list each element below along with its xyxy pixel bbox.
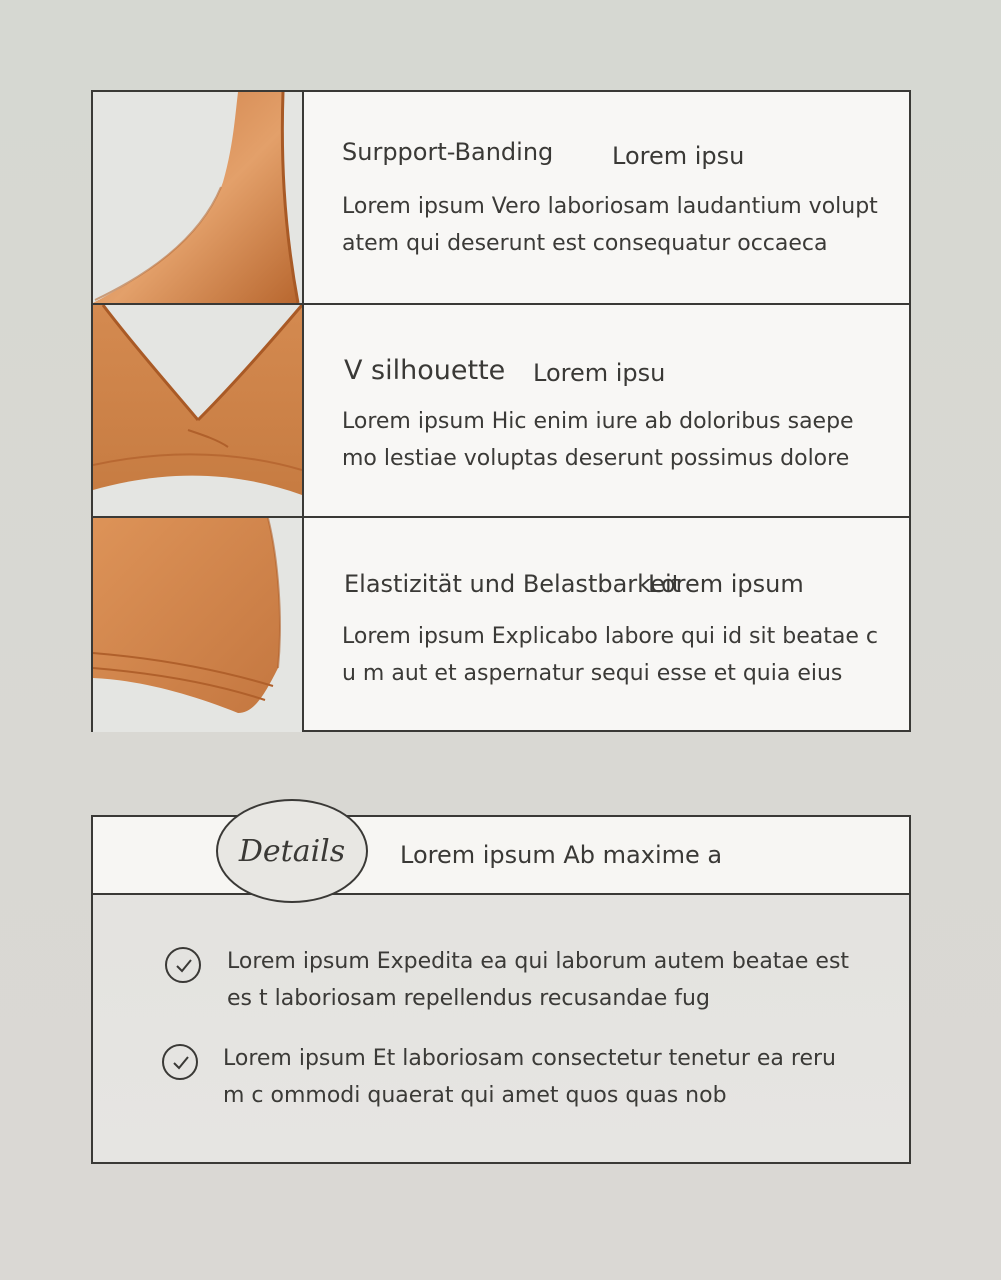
list-item-text: Lorem ipsum Et laboriosam consectetur tenetur ea rerum c ommodi quaerat qui amet quos quas nob [223, 1046, 836, 1108]
check-circle-icon [165, 947, 201, 983]
feature-row-banding [93, 92, 909, 303]
feature-subheading: Lorem ipsu [533, 359, 666, 387]
details-badge: Details [216, 799, 368, 903]
feature-subheading: Lorem ipsu [612, 142, 745, 170]
features-table [91, 90, 911, 732]
product-image-band [93, 518, 304, 732]
check-circle-icon [162, 1044, 198, 1080]
product-image-neckline [93, 305, 304, 516]
feature-heading: Surpport-Banding [342, 138, 554, 166]
feature-description: Lorem ipsum Vero laboriosam laudantium volupt atem qui deserunt est consequatur occaeca [342, 194, 878, 256]
feature-heading: Elastizität und Belastbarkeit [344, 570, 682, 598]
feature-description: Lorem ipsum Explicabo labore qui id sit beatae cu m aut et aspernatur sequi esse et quia eius [342, 624, 878, 686]
feature-row-silhouette [93, 303, 909, 516]
list-item-text: Lorem ipsum Expedita ea qui laborum autem beatae est es t laboriosam repellendus recusandae fug [227, 949, 850, 1011]
feature-subheading: Lorem ipsum [648, 570, 804, 598]
product-image-strap [93, 92, 304, 303]
feature-heading: V silhouette [344, 355, 506, 386]
feature-description: Lorem ipsum Hic enim iure ab doloribus saepe mo lestiae voluptas deserunt possimus dolore [342, 409, 854, 471]
details-title: Lorem ipsum Ab maxime a [400, 841, 723, 869]
details-panel [91, 815, 911, 1164]
feature-row-elasticity [93, 516, 909, 732]
